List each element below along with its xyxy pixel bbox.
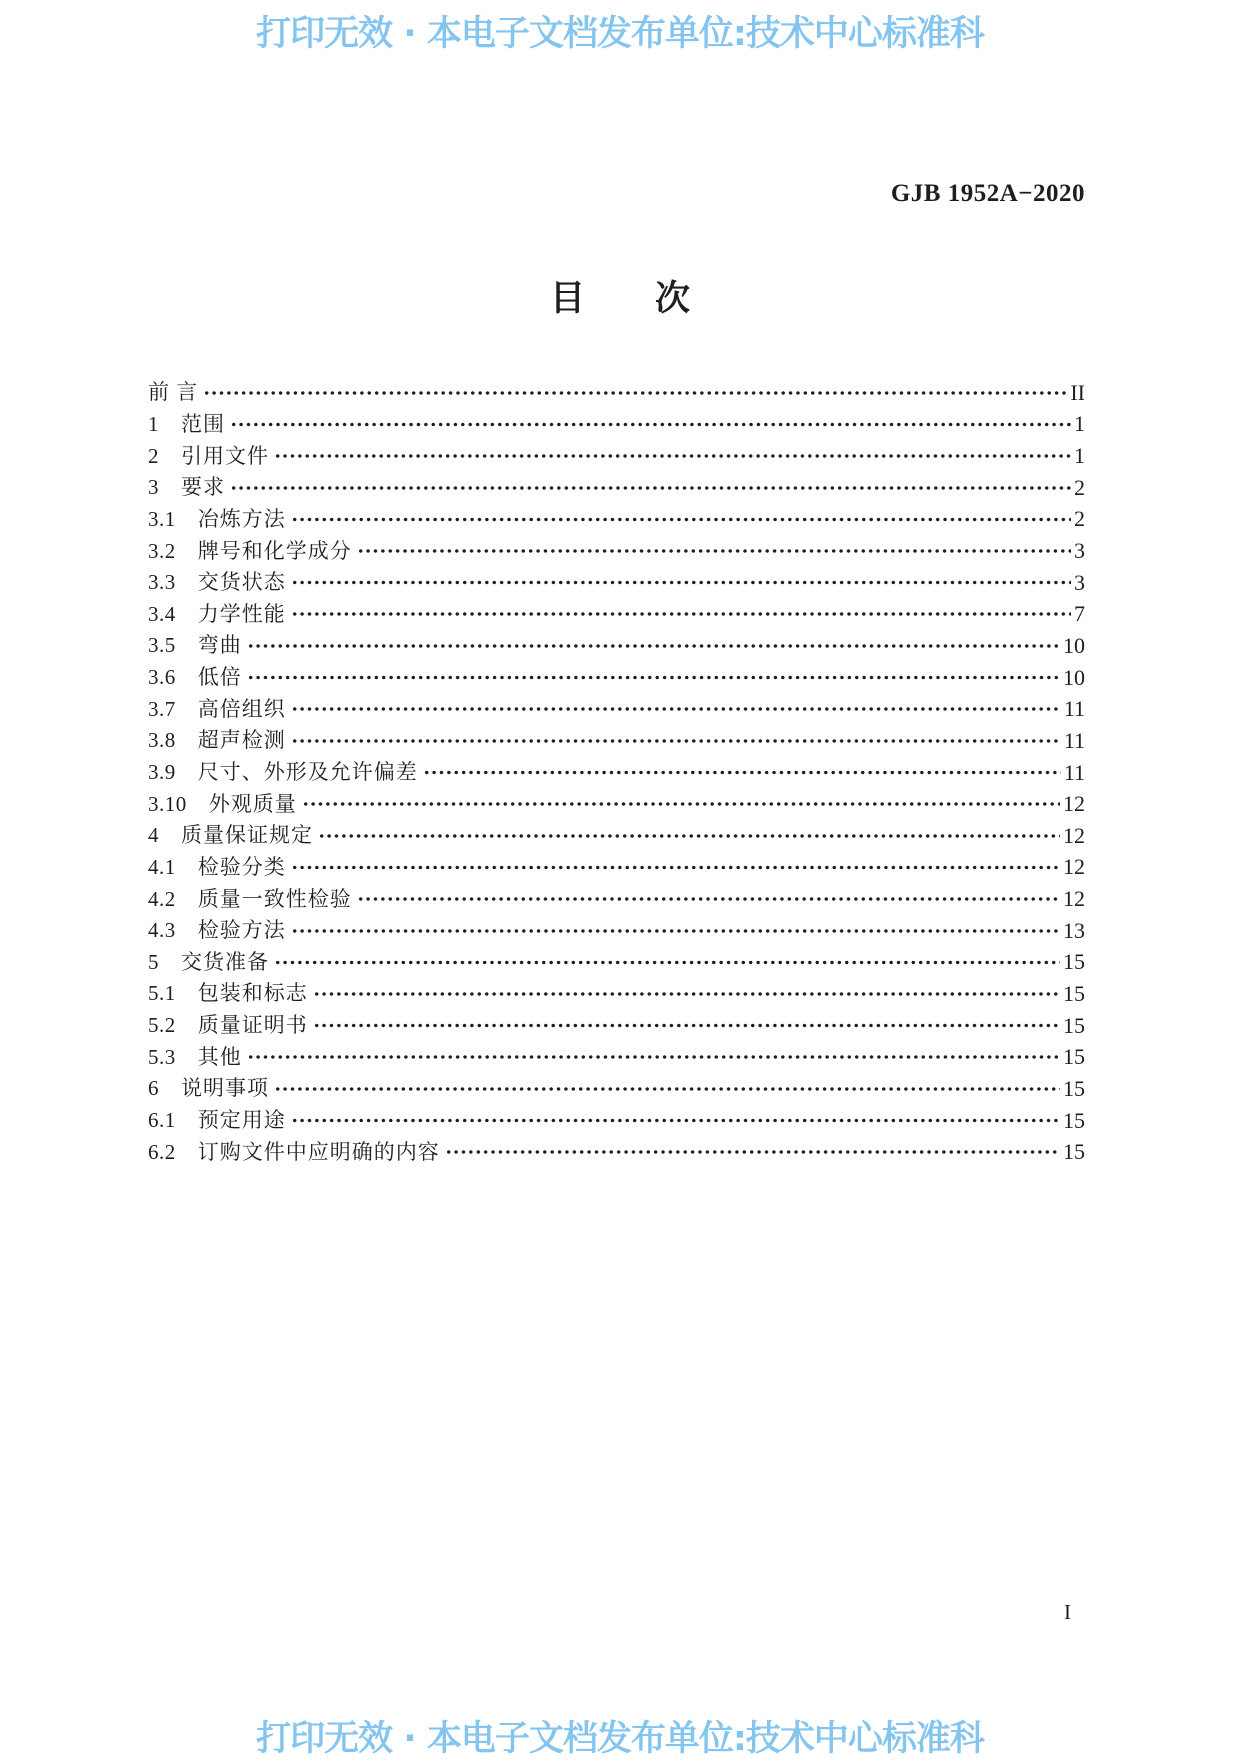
toc-entry-number: 3.8 [148, 728, 176, 753]
toc-entry-page: 15 [1063, 1012, 1085, 1038]
toc-entry-label: 高倍组织 [197, 696, 286, 721]
toc-entry-page: 1 [1074, 443, 1085, 469]
toc-dot-leader [357, 535, 1071, 567]
toc-entry-number: 5.3 [148, 1044, 176, 1069]
toc-entry [148, 978, 1085, 1010]
toc-entry [148, 820, 1085, 852]
toc-dot-leader [302, 788, 1060, 820]
toc-entry-label: 预定用途 [197, 1108, 286, 1133]
toc-entry-number: 4 [148, 823, 159, 848]
toc-entry [148, 1136, 1085, 1168]
toc-entry [148, 947, 1085, 979]
toc-entry [148, 757, 1085, 789]
toc-entry [148, 1041, 1085, 1073]
toc-entry-label: 牌号和化学成分 [197, 538, 352, 563]
toc-entry-label: 质量保证规定 [181, 823, 313, 848]
toc-entry-number: 6.1 [148, 1108, 176, 1133]
toc-dot-leader [230, 472, 1071, 504]
toc-entry-page: 12 [1063, 854, 1085, 880]
toc-dot-leader [357, 883, 1060, 915]
toc-entry-number: 3.9 [148, 760, 176, 784]
watermark-bottom: 打印无效 · 本电子文档发布单位:技术中心标准科 [256, 1719, 984, 1759]
toc-dot-leader [274, 947, 1060, 979]
page-number-footer: I [1064, 1600, 1071, 1624]
toc-entry [148, 567, 1085, 599]
toc-entry-page: 15 [1063, 1044, 1085, 1070]
toc-entry-label: 交货状态 [197, 570, 286, 595]
toc-entry [148, 598, 1085, 630]
doc-number: GJB 1952A−2020 [890, 180, 1085, 207]
toc-entry-label: 要求 [181, 475, 225, 500]
toc-entry-label: 引用文件 [181, 443, 269, 468]
toc-entry-page: 1 [1074, 411, 1085, 437]
toc-entry-number: 3 [148, 475, 159, 500]
toc-entry-page: 15 [1063, 980, 1085, 1006]
toc-entry-label: 包装和标志 [197, 981, 308, 1006]
toc-entry [148, 472, 1085, 504]
toc-dot-leader [274, 440, 1071, 472]
toc-entry-number: 6.2 [148, 1139, 176, 1164]
toc-entry-label: 订购文件中应明确的内容 [197, 1139, 440, 1164]
toc-entry [148, 440, 1085, 472]
toc-entry [148, 409, 1085, 441]
toc-entry-page: 10 [1063, 632, 1085, 658]
toc-entry [148, 788, 1085, 820]
toc-entry-number: 4.3 [148, 918, 176, 943]
toc-entry-label: 尺寸、外形及允许偏差 [197, 760, 418, 784]
toc-entry-label: 检验方法 [197, 918, 286, 943]
toc-entry-label: 力学性能 [197, 601, 286, 626]
toc-entry-page: 10 [1063, 664, 1085, 690]
toc-entry-number: 4.2 [148, 886, 176, 911]
toc-dot-leader [423, 757, 1061, 789]
toc-entry-number: 3.1 [148, 506, 176, 531]
toc-entry-number: 3.5 [148, 633, 176, 658]
toc-entry-label: 弯曲 [197, 633, 242, 658]
toc-entry-page: 15 [1063, 1139, 1085, 1165]
watermark-top: 打印无效 · 本电子文档发布单位:技术中心标准科 [256, 14, 984, 54]
toc-entry-page: 11 [1063, 759, 1085, 785]
toc-dot-leader [291, 598, 1071, 630]
toc-entry [148, 1105, 1085, 1137]
toc-dot-leader [291, 852, 1060, 884]
toc-dot-leader [445, 1136, 1060, 1168]
toc-dot-leader [247, 1041, 1060, 1073]
toc-dot-leader [247, 662, 1060, 694]
toc-entry-number: 6 [148, 1076, 159, 1101]
toc-entry-number: 5.2 [148, 1013, 176, 1038]
toc-dot-leader [203, 377, 1067, 409]
toc-entry-number: 5.1 [148, 981, 176, 1006]
toc-dot-leader [291, 725, 1061, 757]
toc-dot-leader [230, 409, 1071, 441]
toc-entry-page: 11 [1063, 696, 1085, 722]
toc-entry-page: 3 [1074, 569, 1085, 595]
toc-dot-leader [318, 820, 1060, 852]
toc-entry-number: 3.7 [148, 696, 176, 721]
toc-entry-page: 12 [1063, 791, 1085, 817]
toc-entry [148, 725, 1085, 757]
toc-entry-page: 7 [1074, 601, 1085, 627]
toc-entry-number: 3.4 [148, 601, 176, 626]
toc-dot-leader [291, 915, 1060, 947]
toc-list [148, 377, 1085, 1168]
toc-dot-leader [313, 1010, 1060, 1042]
toc-entry [148, 377, 1085, 409]
toc-entry-number: 2 [148, 443, 159, 468]
toc-entry [148, 883, 1085, 915]
toc-entry-label: 外观质量 [208, 791, 297, 816]
toc-dot-leader [291, 693, 1061, 725]
toc-entry-label: 低倍 [197, 665, 242, 690]
toc-dot-leader [274, 1073, 1060, 1105]
toc-entry [148, 630, 1085, 662]
toc-entry-page: 12 [1063, 822, 1085, 848]
toc-entry [148, 504, 1085, 536]
toc-entry-label: 超声检测 [197, 728, 286, 753]
toc-entry-page: II [1070, 379, 1085, 405]
toc-entry-label: 说明事项 [181, 1076, 269, 1101]
toc-entry [148, 693, 1085, 725]
toc-entry-number: 3.6 [148, 665, 176, 690]
toc-entry-number: 1 [148, 411, 159, 436]
toc-entry-label: 前 言 [148, 380, 199, 405]
toc-entry-number: 3.2 [148, 538, 176, 563]
toc-entry-page: 15 [1063, 949, 1085, 975]
toc-title: 目 次 [549, 279, 690, 318]
toc-entry-page: 11 [1063, 727, 1085, 753]
toc-entry [148, 915, 1085, 947]
toc-entry [148, 852, 1085, 884]
toc-entry-label: 冶炼方法 [197, 506, 286, 531]
toc-dot-leader [291, 504, 1071, 536]
toc-entry-label: 交货准备 [181, 949, 269, 974]
toc-entry-page: 12 [1063, 886, 1085, 912]
toc-entry-page: 13 [1063, 917, 1085, 943]
toc-dot-leader [247, 630, 1060, 662]
toc-entry-label: 质量一致性检验 [197, 886, 352, 911]
toc-dot-leader [291, 567, 1071, 599]
toc-entry-page: 15 [1063, 1107, 1085, 1133]
toc-entry-number: 3.3 [148, 570, 176, 595]
toc-entry-label: 检验分类 [197, 854, 286, 879]
toc-entry-page: 2 [1074, 506, 1085, 532]
toc-entry-number: 3.10 [148, 791, 187, 816]
toc-dot-leader [313, 978, 1060, 1010]
toc-entry-label: 范围 [181, 411, 225, 436]
toc-entry-page: 3 [1074, 538, 1085, 564]
toc-entry-label: 其他 [197, 1044, 242, 1069]
toc-entry-page: 2 [1074, 474, 1085, 500]
toc-entry [148, 1010, 1085, 1042]
toc-entry-number: 4.1 [148, 854, 176, 879]
toc-entry [148, 662, 1085, 694]
toc-entry-number: 5 [148, 949, 159, 974]
toc-dot-leader [291, 1105, 1060, 1137]
toc-entry [148, 535, 1085, 567]
toc-entry-page: 15 [1063, 1075, 1085, 1101]
toc-entry [148, 1073, 1085, 1105]
toc-entry-label: 质量证明书 [197, 1013, 308, 1038]
